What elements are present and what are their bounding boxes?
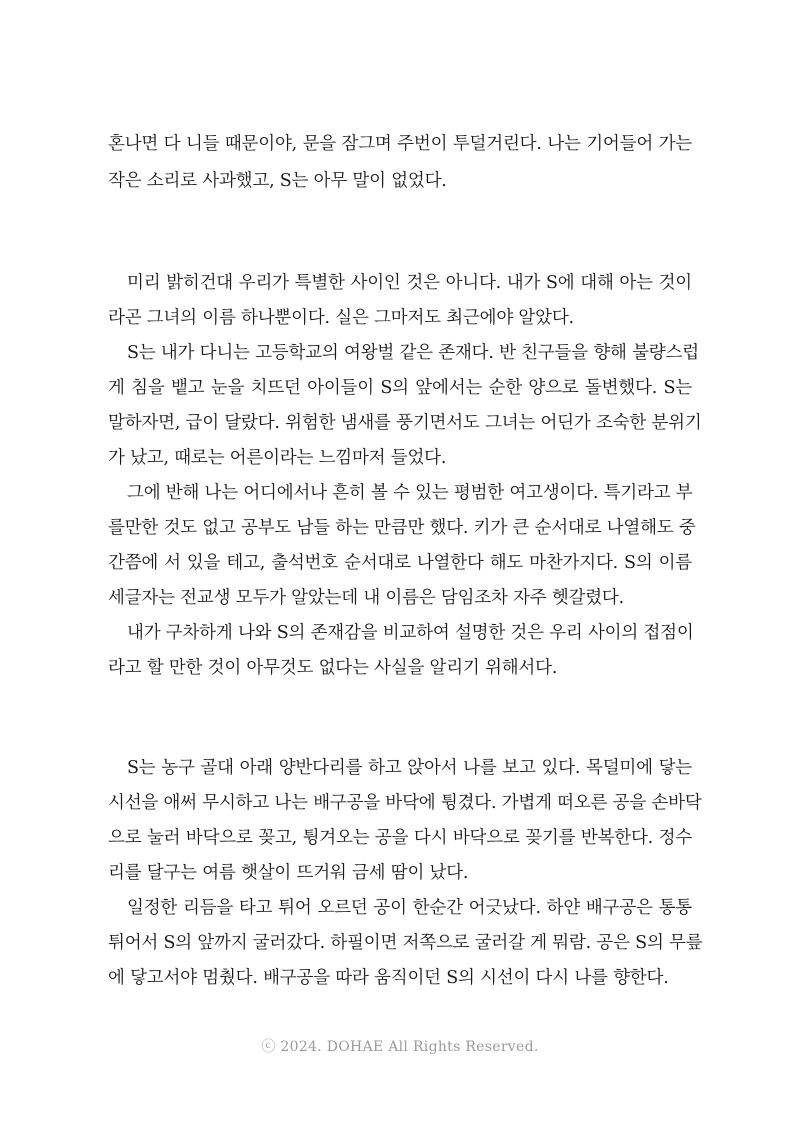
paragraph-line: 라곤 그녀의 이름 하나뿐이다. 실은 그마저도 최근에야 알았다. xyxy=(108,308,574,328)
paragraph-line: 리를 달구는 여름 햇살이 뜨거워 금세 땀이 났다. xyxy=(108,863,469,883)
paragraph-line: 그에 반해 나는 어디에서나 흔히 볼 수 있는 평범한 여고생이다. 특기라고 부 xyxy=(127,483,693,503)
paragraph-line: 가 났고, 때로는 어른이라는 느낌마저 들었다. xyxy=(108,448,447,468)
paragraph-line: 를만한 것도 없고 공부도 남들 하는 만큼만 했다. 키가 큰 순서대로 나열해도 중 xyxy=(108,518,696,538)
paragraph-line: 시선을 애써 무시하고 나는 배구공을 바닥에 튕겼다. 가볍게 떠오른 공을 손바닥 xyxy=(108,793,702,813)
paragraph-line: 일정한 리듬을 타고 튀어 오르던 공이 한순간 어긋났다. 하얀 배구공은 통통 xyxy=(127,898,692,918)
paragraph-line: 미리 밝히건대 우리가 특별한 사이인 것은 아니다. 내가 S에 대해 아는 것이 xyxy=(127,273,692,293)
paragraph-line: 간쯤에 서 있을 테고, 출석번호 순서대로 나열한다 해도 마찬가지다. S의 이름 xyxy=(108,553,692,573)
paragraph-line: 혼나면 다 니들 때문이야, 문을 잠그며 주번이 투덜거린다. 나는 기어들어 가는 xyxy=(108,134,692,154)
paragraph-line: S는 내가 다니는 고등학교의 여왕벌 같은 존재다. 반 친구들을 향해 불량스럽 xyxy=(127,343,699,363)
paragraph-line: 으로 눌러 바닥으로 꽂고, 튕겨오는 공을 다시 바닥으로 꽂기를 반복한다. 정수 xyxy=(108,828,692,848)
paragraph-line: 내가 구차하게 나와 S의 존재감을 비교하여 설명한 것은 우리 사이의 접점이 xyxy=(127,623,694,643)
paragraph-line: 튀어서 S의 앞까지 굴러갔다. 하필이면 저쪽으로 굴러갈 게 뭐람. 공은 S의 무릎 xyxy=(108,933,703,953)
paragraph-line: 세글자는 전교생 모두가 알았는데 내 이름은 담임조차 자주 헷갈렸다. xyxy=(108,588,625,608)
paragraph-line: 작은 소리로 사과했고, S는 아무 말이 없었다. xyxy=(108,171,447,191)
copyright-footer: ⓒ 2024. DOHAE All Rights Reserved. xyxy=(261,1039,539,1055)
paragraph-line: 에 닿고서야 멈췄다. 배구공을 따라 움직이던 S의 시선이 다시 나를 향한다. xyxy=(108,968,669,988)
paragraph-line: S는 농구 골대 아래 양반다리를 하고 앉아서 나를 보고 있다. 목덜미에 닿는 xyxy=(127,758,692,778)
paragraph-line: 라고 할 만한 것이 아무것도 없다는 사실을 알리기 위해서다. xyxy=(108,658,558,678)
paragraph-line: 말하자면, 급이 달랐다. 위험한 냄새를 풍기면서도 그녀는 어딘가 조숙한 분위기 xyxy=(108,413,702,433)
paragraph-line: 게 침을 뱉고 눈을 치뜨던 아이들이 S의 앞에서는 순한 양으로 돌변했다. S는 xyxy=(108,378,692,398)
